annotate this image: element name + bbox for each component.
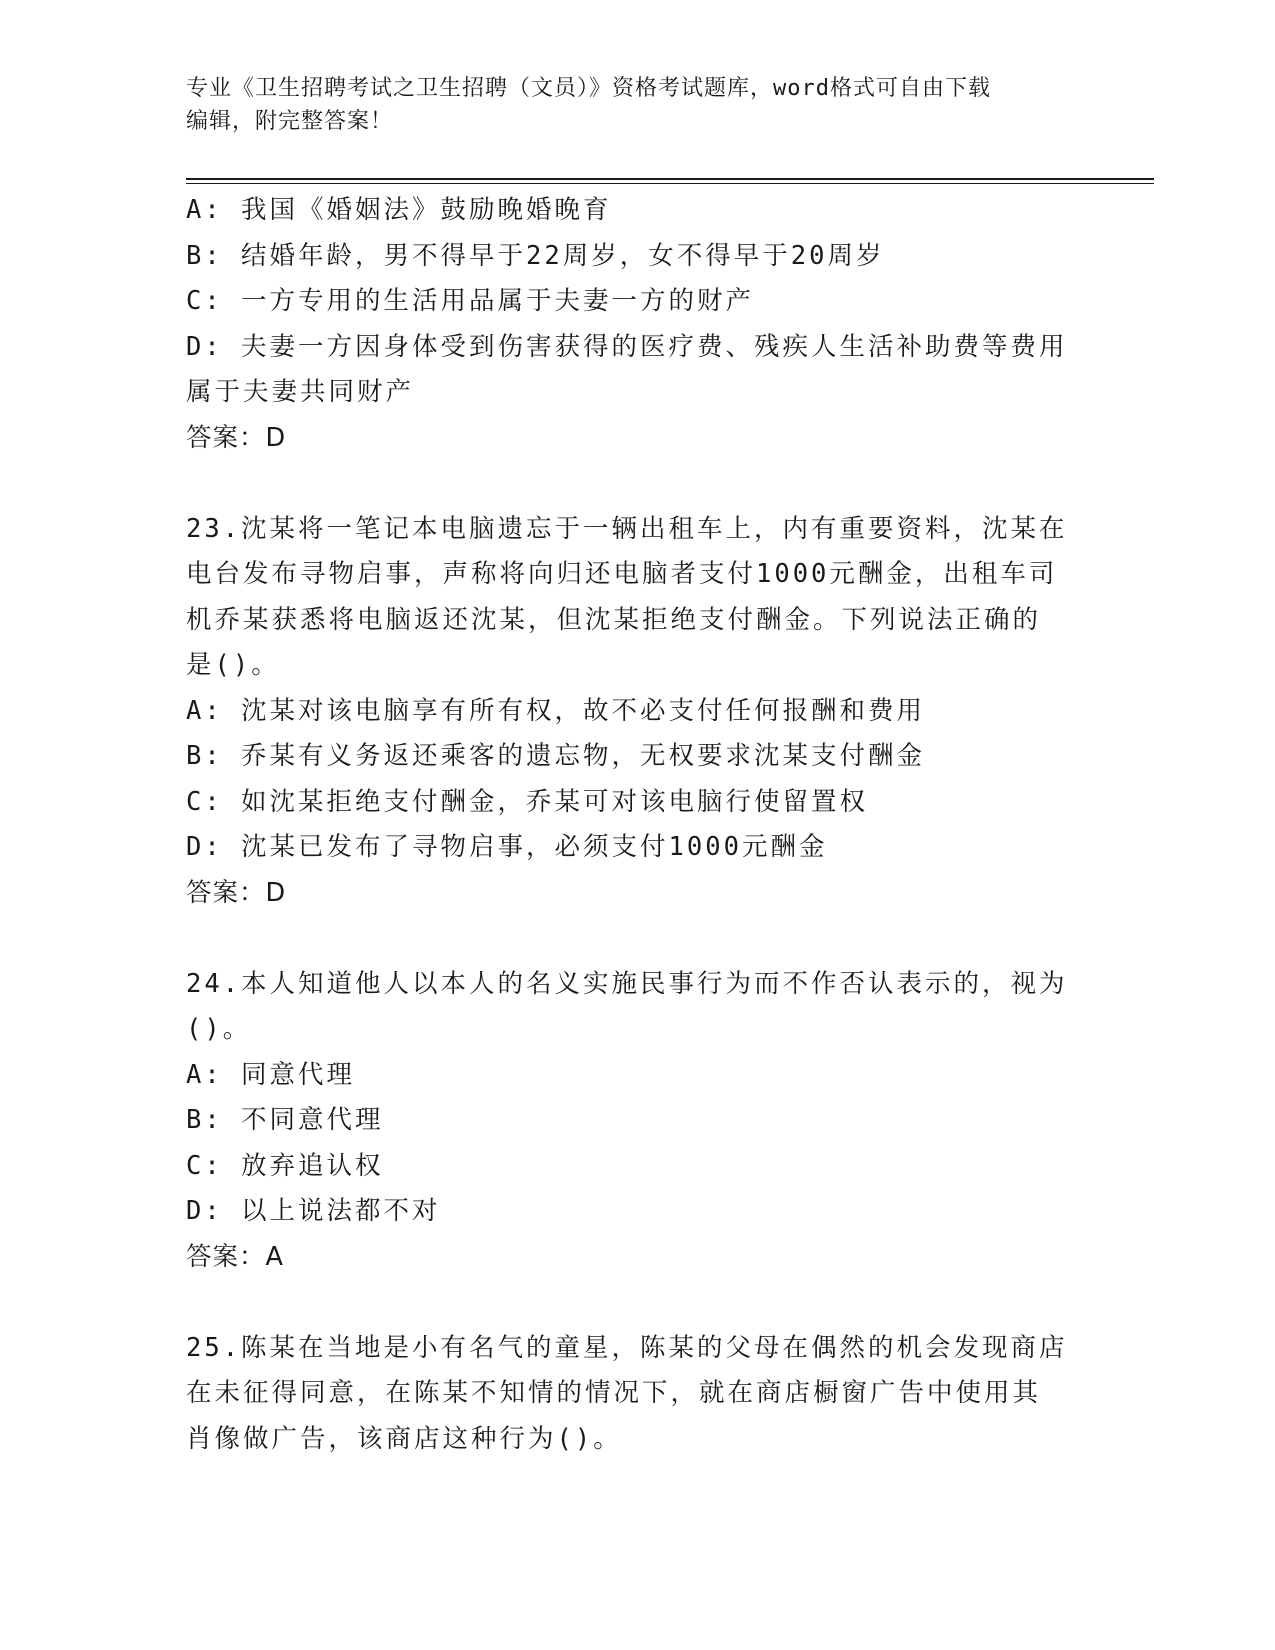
question-stem-line: 机乔某获悉将电脑返还沈某，但沈某拒绝支付酬金。下列说法正确的 <box>186 604 1042 635</box>
question-23 <box>186 507 1086 917</box>
question-stem-line: 是()。 <box>186 650 280 680</box>
question-stem-line: 在未征得同意，在陈某不知情的情况下，就在商店橱窗广告中使用其 <box>186 1378 1042 1408</box>
option-b: B: 乔某有义务返还乘客的遗忘物，无权要求沈某支付酬金 <box>186 741 926 771</box>
question-stem-line: 23.沈某将一笔记本电脑遗忘于一辆出租车上，内有重要资料，沈某在 <box>186 513 1068 544</box>
option-d: D: 以上说法都不对 <box>186 1196 441 1226</box>
option-b: B: 结婚年龄，男不得早于22周岁，女不得早于20周岁 <box>186 240 885 271</box>
option-c: C: 放弃追认权 <box>186 1150 384 1181</box>
question-stem-line: 电台发布寻物启事，声称将向归还电脑者支付1000元酬金，出租车司 <box>186 559 1058 589</box>
spacer <box>186 916 1086 962</box>
option-c: C: 一方专用的生活用品属于夫妻一方的财产 <box>186 286 755 316</box>
question-stem-line: 24.本人知道他人以本人的名义实施民事行为而不作否认表示的，视为 <box>186 968 1068 999</box>
document-header <box>186 72 1066 138</box>
question-24 <box>186 962 1086 1281</box>
option-d-continued: 属于夫妻共同财产 <box>186 377 415 407</box>
question-stem-line: ()。 <box>186 1014 252 1044</box>
question-25 <box>186 1326 1086 1463</box>
question-stem-line: 25.陈某在当地是小有名气的童星，陈某的父母在偶然的机会发现商店 <box>186 1332 1068 1363</box>
header-line-1: 专业《卫生招聘考试之卫生招聘（文员）》资格考试题库，word格式可自由下载 <box>186 76 991 101</box>
option-a: A: 沈某对该电脑享有所有权，故不必支付任何报酬和费用 <box>186 695 926 726</box>
header-line-2: 编辑，附完整答案！ <box>186 109 394 134</box>
answer: 答案：A <box>186 1241 284 1272</box>
option-d: D: 沈某已发布了寻物启事，必须支付1000元酬金 <box>186 832 828 862</box>
answer: 答案：D <box>186 422 287 453</box>
option-a: A: 我国《婚姻法》鼓励晚婚晚育 <box>186 195 612 225</box>
question-stem-line: 肖像做广告，该商店这种行为()。 <box>186 1423 622 1454</box>
header-divider-thick <box>186 178 1154 180</box>
question-content <box>186 188 1086 1462</box>
option-c: C: 如沈某拒绝支付酬金，乔某可对该电脑行使留置权 <box>186 786 869 817</box>
question-22 <box>186 188 1086 461</box>
answer: 答案：D <box>186 877 287 908</box>
option-a: A: 同意代理 <box>186 1059 356 1090</box>
option-b: B: 不同意代理 <box>186 1105 384 1135</box>
option-d: D: 夫妻一方因身体受到伤害获得的医疗费、残疾人生活补助费等费用 <box>186 331 1068 362</box>
header-divider-thin <box>186 183 1154 184</box>
spacer <box>186 1280 1086 1326</box>
spacer <box>186 461 1086 507</box>
